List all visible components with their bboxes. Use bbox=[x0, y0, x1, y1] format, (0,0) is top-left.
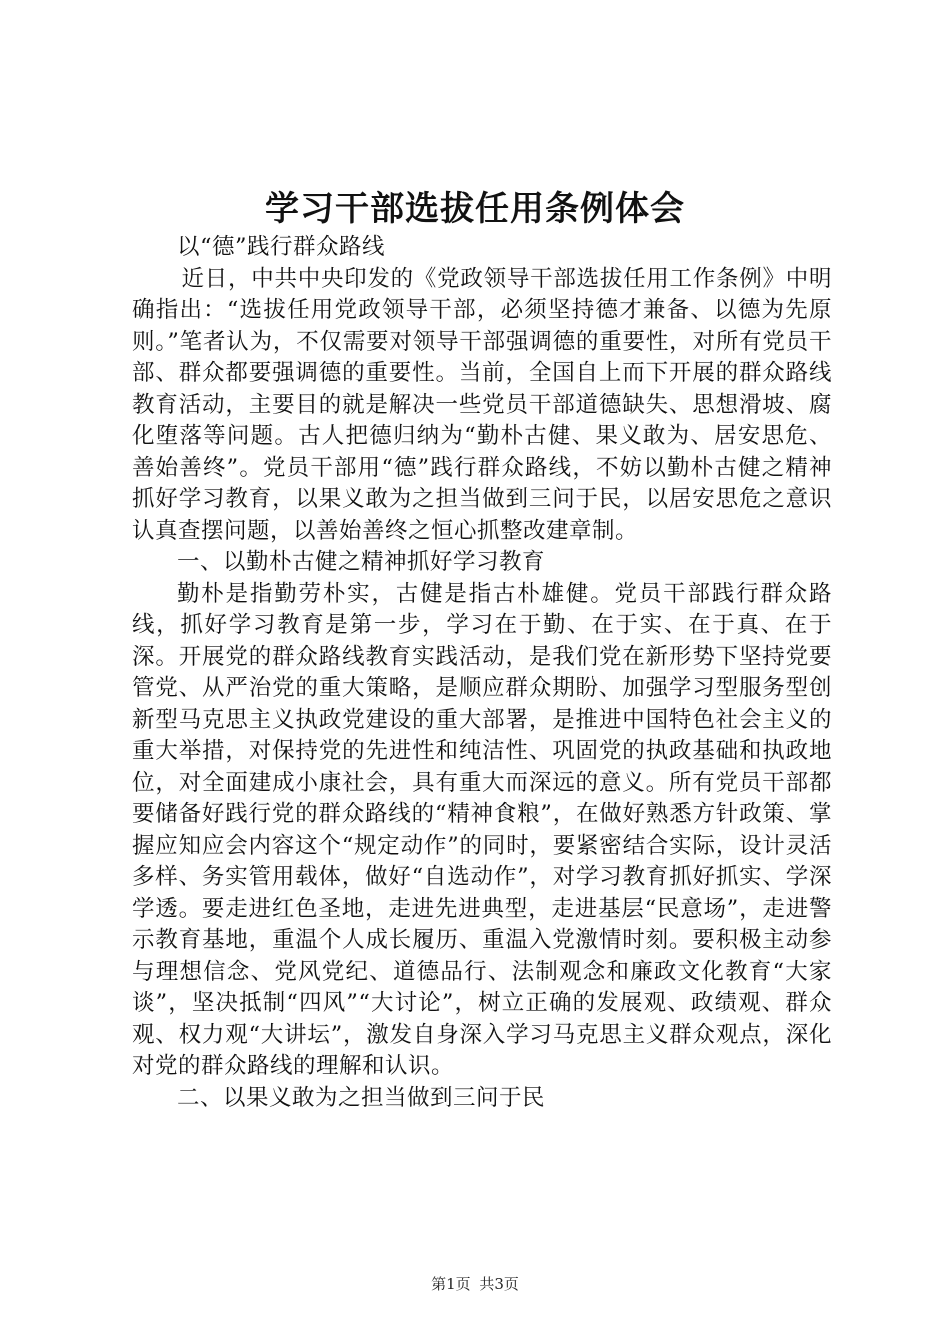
document-title: 学习干部选拔任用条例体会 bbox=[265, 189, 685, 229]
section-heading-one: 一、以勤朴古健之精神抓好学习教育 bbox=[177, 549, 546, 575]
document-body bbox=[132, 232, 832, 1114]
page-number: 第1页 bbox=[431, 1275, 471, 1293]
body-paragraph: 近日，中共中央印发的《党政领导干部选拔任用工作条例》中明确指出：“选拔任用党政领导干部，必须坚持德才兼备、以德为先原则。”笔者认为，不仅需要对领导干部强调德的重要性，对所有党员干部、群众都要强调德的重要性。当前，全国自上而下开展的群众路线教育活动，主要目的就是解决一些党员干部道德缺失、思想滑坡、腐化堕落等问题。古人把德归纳为“勤朴古健、果义敢为、居安思危、善始善终”。党员干部用“德”践行群众路线，不妨以勤朴古健之精神抓好学习教育，以果义敢为之担当做到三问于民，以居安思危之意识认真查摆问题，以善始善终之恒心抓整改建章制。 bbox=[132, 265, 832, 544]
section-heading-intro: 以“德”践行群众路线 bbox=[177, 234, 386, 260]
body-paragraph: 勤朴是指勤劳朴实，古健是指古朴雄健。党员干部践行群众路线，抓好学习教育是第一步，学习在于勤、在于实、在于真、在于深。开展党的群众路线教育实践活动，是我们党在新形势下坚持党要管党、从严治党的重大策略，是顺应群众期盼、加强学习型服务型创新型马克思主义执政党建设的重大部署，是推进中国特色社会主义的重大举措，对保持党的先进性和纯洁性、巩固党的执政基础和执政地位，对全面建成小康社会，具有重大而深远的意义。所有党员干部都要储备好践行党的群众路线的“精神食粮”，在做好熟悉方针政策、掌握应知应会内容这个“规定动作”的同时，要紧密结合实际，设计灵活多样、务实管用载体，做好“自选动作”，对学习教育抓好抓实、学深学透。要走进红色圣地，走进先进典型，走进基层“民意场”，走进警示教育基地，重温个人成长履历、重温入党激情时刻。要积极主动参与理想信念、党风党纪、道德品行、法制观念和廉政文化教育“大家谈”，坚决抵制“四风”“大讨论”，树立正确的发展观、政绩观、群众观、权力观“大讲坛”，激发自身深入学习马克思主义群众观点，深化对党的群众路线的理解和认识。 bbox=[132, 580, 832, 1079]
section-heading-two: 二、以果义敢为之担当做到三问于民 bbox=[177, 1084, 546, 1111]
page-footer bbox=[0, 1274, 950, 1294]
page-total: 共3页 bbox=[479, 1275, 519, 1293]
